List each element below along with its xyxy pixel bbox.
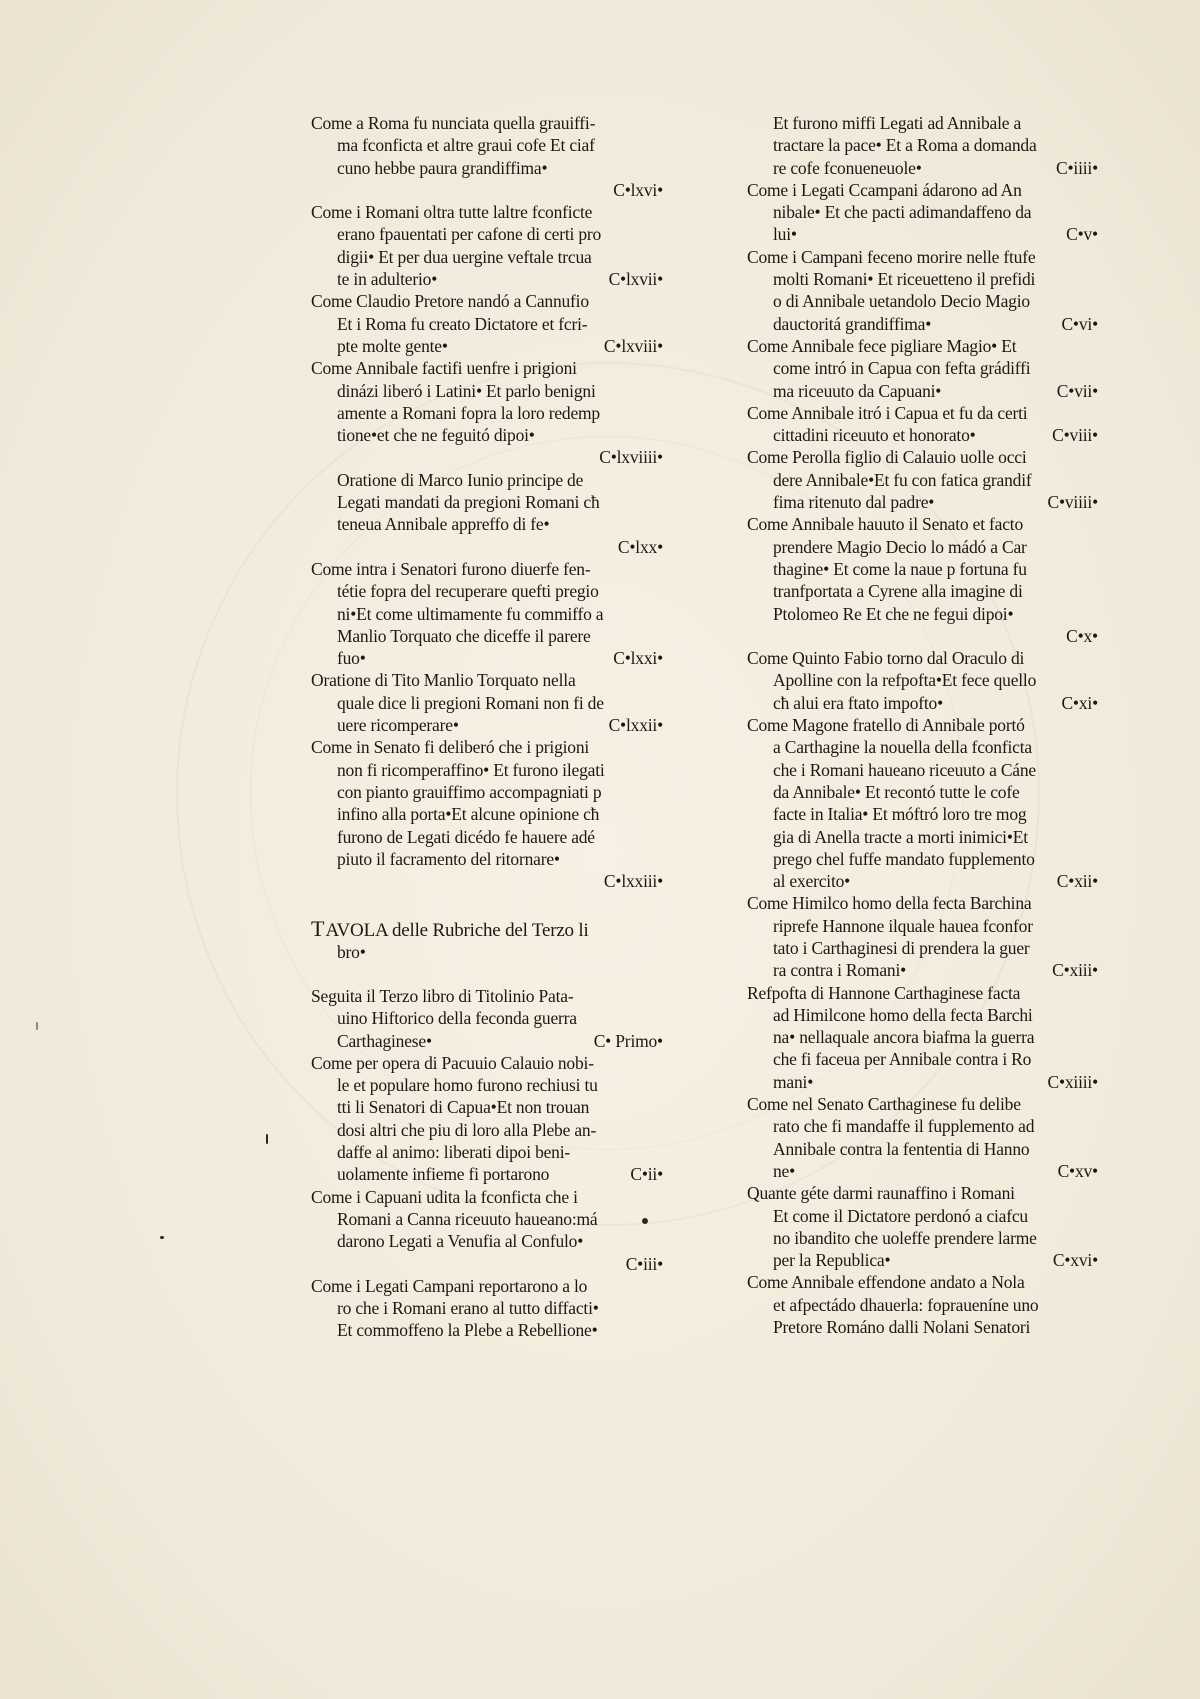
rubric-line: Come i Capuani udita la fconficta che i: [311, 1186, 578, 1207]
ink-speck: [36, 1022, 38, 1030]
rubric-line: no ibandito che uoleffe prendere larme: [773, 1227, 1037, 1248]
rubric-line: [747, 157, 1102, 179]
rubric-line: [311, 647, 667, 669]
rubric-entry: [747, 179, 1102, 246]
rubric-entry: [311, 985, 667, 1052]
chapter-number: C•lxviii•: [603, 335, 663, 356]
rubric-line: Come in Senato fi deliberó che i prigioni: [311, 737, 590, 758]
right-column: [747, 112, 1102, 1338]
rubric-text: lui•: [773, 224, 797, 245]
rubric-line: Come i Legati Ccampani ádarono ad An: [747, 179, 1022, 200]
rubric-text: re cofe fconueneuole•: [773, 157, 922, 178]
rubric-line: [747, 870, 1102, 892]
rubric-entry: [747, 892, 1102, 981]
rubric-line: Ptolomeo Re Et che ne fegui dipoi•: [773, 603, 1014, 624]
rubric-text: ma riceuuto da Capuani•: [773, 380, 942, 401]
rubric-entry: [747, 513, 1102, 647]
rubric-line: non fi ricomperaffino• Et furono ilegati: [337, 759, 605, 780]
rubric-line: Come nel Senato Carthaginese fu delibe: [747, 1094, 1021, 1115]
rubric-entry: [747, 1182, 1102, 1271]
rubric-line: furono de Legati dicédo fe hauere adé: [337, 826, 595, 847]
rubric-line: dere Annibale•Et fu con fatica grandif: [773, 469, 1032, 490]
chapter-number: C•lxx•: [617, 536, 663, 557]
rubric-line: con pianto grauiffimo accompagniati p: [337, 781, 602, 802]
chapter-number: C•vi•: [1061, 313, 1098, 334]
ink-speck: [266, 1134, 268, 1144]
chapter-number: C•xiiii•: [1047, 1071, 1098, 1092]
rubric-line: Come Annibale itró i Capua et fu da certi: [747, 402, 1028, 423]
rubric-entry: [747, 1093, 1102, 1182]
rubric-line: Come a Roma fu nunciata quella grauiffi-: [311, 113, 596, 133]
chapter-number: C•xii•: [1056, 871, 1098, 892]
rubric-line: Annibale contra la fententia di Hanno: [773, 1138, 1030, 1159]
rubric-line: ad Himilcone homo della fecta Barchi: [773, 1004, 1033, 1025]
rubric-line: Et furono miffi Legati ad Annibale a: [773, 113, 1022, 133]
rubric-line: Come Magone fratello di Annibale portó: [747, 715, 1025, 736]
rubric-text: uolamente infieme fi portarono: [337, 1164, 550, 1185]
chapter-number: C•xi•: [1061, 692, 1098, 713]
chapter-number: C•lxxi•: [613, 648, 663, 669]
rubric-entry: [311, 1275, 667, 1342]
rubric-line: daffe al animo: liberati dipoi beni-: [337, 1142, 571, 1163]
rubric-line: Come per opera di Pacuuio Calauio nobi-: [311, 1052, 594, 1073]
chapter-number: C•lxvii•: [608, 269, 663, 290]
rubric-line: Come i Legati Campani reportarono a lo: [311, 1275, 588, 1296]
rubric-line: [747, 424, 1102, 446]
chapter-number: C•vii•: [1056, 380, 1098, 401]
rubric-line: Come Perolla figlio di Calauio uolle occi: [747, 447, 1027, 468]
rubric-entry: [747, 446, 1102, 513]
rubric-text: al exercito•: [773, 871, 851, 892]
rubric-line: rato che fi mandaffe il fupplemento ad: [773, 1116, 1035, 1137]
section-heading: [311, 918, 667, 940]
rubric-line: le et populare homo furono rechiusi tu: [337, 1075, 598, 1096]
rubric-line: Come Annibale fece pigliare Magio• Et: [747, 335, 1017, 356]
rubric-line: ni•Et come ultimamente fu commiffo a: [337, 603, 604, 624]
rubric-line: o di Annibale uetandolo Decio Magio: [773, 291, 1030, 312]
rubric-line: tractare la pace• Et a Roma a domanda: [773, 135, 1037, 156]
rubric-entry: [311, 736, 667, 892]
rubric-line: Et come il Dictatore perdonó a ciafcu: [773, 1205, 1028, 1226]
rubric-line: [747, 692, 1102, 714]
rubric-line: ma fconficta et altre graui cofe Et ciaf: [337, 135, 595, 156]
rubric-line: tione•et che ne feguitó dipoi•: [337, 425, 535, 446]
rubric-text: mani•: [773, 1071, 814, 1092]
rubric-text: fima ritenuto dal padre•: [773, 492, 935, 513]
rubric-line: thagine• Et come la naue p fortuna fu: [773, 558, 1027, 579]
rubric-entry: [747, 714, 1102, 892]
chapter-number: C•viii•: [1052, 425, 1098, 446]
rubric-line: come intró in Capua con fefta grádiffi: [773, 358, 1031, 379]
rubric-line: Come intra i Senatori furono diuerfe fen-: [311, 558, 591, 579]
rubric-line: Et commoffeno la Plebe a Rebellione•: [337, 1320, 598, 1341]
rubric-entry: [311, 1186, 667, 1275]
chapter-number: C•xiii•: [1052, 960, 1098, 981]
rubric-line: na• nellaquale ancora biafma la guerra: [773, 1027, 1035, 1048]
rubric-entry: [311, 112, 667, 201]
rubric-line: [311, 1163, 667, 1185]
rubric-entry: [311, 201, 667, 290]
rubric-line: Apolline con la refpofta•Et fece quello: [773, 670, 1037, 691]
rubric-line: Manlio Torquato che diceffe il parere: [337, 625, 591, 646]
rubric-line: nibale• Et che pacti adimandaffeno da: [773, 202, 1032, 223]
rubric-text: cittadini riceuuto et honorato•: [773, 425, 976, 446]
chapter-number: C•iiii•: [1056, 157, 1098, 178]
rubric-line: Come i Campani feceno morire nelle ftufe: [747, 246, 1036, 267]
rubric-line: Come Quinto Fabio torno dal Oraculo di: [747, 648, 1025, 669]
rubric-entry: [747, 246, 1102, 335]
chapter-number: C•lxviiii•: [599, 447, 663, 468]
rubric-line: tranfportata a Cyrene alla imagine di: [773, 581, 1023, 602]
rubric-line: prendere Magio Decio lo mádó a Car: [773, 536, 1027, 557]
rubric-line: [311, 714, 667, 736]
rubric-line: tétie fopra del recuperare quefti pregio: [337, 581, 599, 602]
spacer: [311, 892, 667, 914]
rubric-line: Legati mandati da pregioni Romani cħ: [337, 492, 600, 513]
rubric-line: [747, 1071, 1102, 1093]
rubric-line: [747, 959, 1102, 981]
chapter-number: C•lxxii•: [608, 715, 663, 736]
chapter-number: C•iii•: [625, 1253, 663, 1274]
rubric-text: dauctoritá grandiffima•: [773, 313, 932, 334]
rubric-line: cuno hebbe paura grandiffima•: [337, 157, 548, 178]
rubric-entry: [311, 469, 667, 558]
rubric-line: ro che i Romani erano al tutto diffacti•: [337, 1298, 599, 1319]
rubric-entry: [747, 112, 1102, 179]
rubric-line: Romani a Canna riceuuto haueano:má: [337, 1208, 598, 1229]
rubric-entry: [747, 1271, 1102, 1338]
rubric-line: [311, 335, 667, 357]
heading-continuation: bro•: [337, 941, 366, 962]
rubric-text: fuo•: [337, 648, 366, 669]
rubric-line: teneua Annibale appreffo di fe•: [337, 514, 550, 535]
rubric-entry: [311, 669, 667, 736]
rubric-line: dosi altri che piu di loro alla Plebe an-: [337, 1119, 597, 1140]
chapter-number: C•xvi•: [1052, 1250, 1098, 1271]
chapter-number: C•lxxiii•: [603, 871, 663, 892]
rubric-line: infino alla porta•Et alcune opinione cħ: [337, 804, 600, 825]
rubric-text: Carthaginese•: [337, 1030, 432, 1051]
chapter-number: C•ii•: [630, 1164, 663, 1185]
rubric-line: et afpectádo dhauerla: fopraueníne uno: [773, 1294, 1039, 1315]
rubric-line: riprefe Hannone ilquale hauea fconfor: [773, 915, 1033, 936]
rubric-entry: [311, 290, 667, 357]
rubric-line: Come Annibale factifi uenfre i prigioni: [311, 358, 577, 379]
rubric-entry: [747, 335, 1102, 402]
chapter-number: C•lxvi•: [613, 179, 663, 200]
rubric-entry: [747, 647, 1102, 714]
rubric-line: Come Claudio Pretore nandó a Cannufio: [311, 291, 589, 312]
rubric-line: Come i Romani oltra tutte laltre fconficte: [311, 202, 593, 223]
rubric-line: Refpofta di Hannone Carthaginese facta: [747, 982, 1021, 1003]
rubric-line: dinázi liberó i Latini• Et parlo benigni: [337, 380, 596, 401]
chapter-number: C•x•: [1066, 625, 1098, 646]
rubric-text: uere ricomperare•: [337, 715, 459, 736]
rubric-line: [747, 380, 1102, 402]
rubric-line: [747, 1160, 1102, 1182]
rubric-line: Et i Roma fu creato Dictatore et fcri-: [337, 313, 588, 334]
heading-text: AVOLA delle Rubriche del Terzo li: [325, 920, 589, 942]
rubric-line: darono Legati a Venufia al Confulo•: [337, 1231, 584, 1252]
rubric-line: Oratione di Tito Manlio Torquato nella: [311, 670, 576, 691]
rubric-line: digii• Et per dua uergine veftale trcua: [337, 246, 592, 267]
rubric-entry: [311, 1052, 667, 1186]
ink-speck: [160, 1236, 164, 1239]
rubric-line: [747, 1249, 1102, 1271]
rubric-line: [311, 1030, 667, 1052]
left-column: [311, 112, 667, 1342]
rubric-line: Pretore Románo dalli Nolani Senatori: [773, 1317, 1031, 1338]
rubric-entry: [311, 357, 667, 468]
rubric-text: pte molte gente•: [337, 335, 448, 356]
rubric-line: Seguita il Terzo libro di Titolinio Pata-: [311, 985, 574, 1006]
rubric-text: per la Republica•: [773, 1250, 891, 1271]
rubric-line: che i Romani haueano riceuuto a Cáne: [773, 759, 1036, 780]
rubric-line: Oratione di Marco Iunio principe de: [337, 469, 584, 490]
rubric-line: Quante géte darmi raunaffino i Romani: [747, 1183, 1015, 1204]
rubric-line: quale dice li pregioni Romani non fi de: [337, 692, 604, 713]
rubric-line: tato i Carthaginesi di prendera la guer: [773, 937, 1030, 958]
rubric-line: uino Hiftorico della feconda guerra: [337, 1008, 577, 1029]
heading-initial: T: [311, 916, 326, 942]
rubric-line: prego chel fuffe mandato fupplemento: [773, 848, 1035, 869]
rubric-entry: [747, 402, 1102, 447]
rubric-line: amente a Romani fopra la loro redemp: [337, 402, 600, 423]
rubric-text: ra contra i Romani•: [773, 960, 907, 981]
ink-speck: [642, 1218, 648, 1224]
rubric-line: Come Annibale effendone andato a Nola: [747, 1272, 1025, 1293]
rubric-line: Come Himilco homo della fecta Barchina: [747, 893, 1032, 914]
rubric-line: a Carthagine la nouella della fconficta: [773, 737, 1032, 758]
chapter-number: C•xv•: [1057, 1160, 1098, 1181]
rubric-line: facte in Italia• Et móftró loro tre mog: [773, 804, 1027, 825]
rubric-line: molti Romani• Et riceuetteno il prefidi: [773, 269, 1036, 290]
rubric-line: [747, 223, 1102, 245]
rubric-line: da Annibale• Et recontó tutte le cofe: [773, 781, 1020, 802]
rubric-line: [311, 268, 667, 290]
rubric-line: gia di Anella tracte a morti inimici•Et: [773, 826, 1028, 847]
rubric-text: te in adulterio•: [337, 269, 438, 290]
rubric-entry: [747, 982, 1102, 1093]
rubric-line: erano fpauentati per cafone di certi pro: [337, 224, 602, 245]
rubric-line: tti li Senatori di Capua•Et non trouan: [337, 1097, 590, 1118]
spacer: [311, 963, 667, 985]
rubric-line: Come Annibale hauuto il Senato et facto: [747, 514, 1024, 535]
rubric-text: ne•: [773, 1160, 796, 1181]
rubric-line: piuto il facramento del ritornare•: [337, 848, 560, 869]
rubric-entry: [311, 558, 667, 669]
chapter-number: C• Primo•: [593, 1030, 663, 1051]
rubric-line: [747, 313, 1102, 335]
rubric-text: cħ alui era ftato impofto•: [773, 692, 944, 713]
chapter-number: C•viiii•: [1047, 492, 1098, 513]
rubric-line: [747, 491, 1102, 513]
chapter-number: C•v•: [1066, 224, 1098, 245]
rubric-line: che fi faceua per Annibale contra i Ro: [773, 1049, 1032, 1070]
